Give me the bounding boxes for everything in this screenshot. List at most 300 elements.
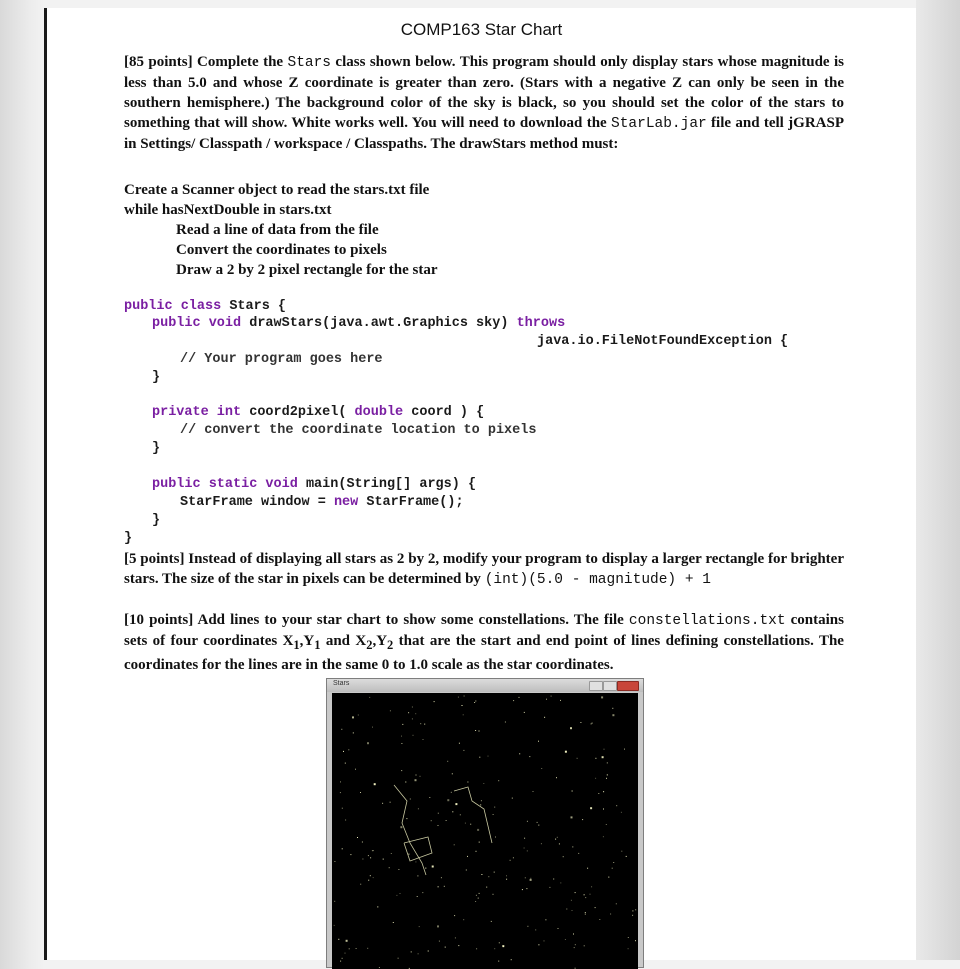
star <box>413 735 414 736</box>
code-brace: } <box>152 441 161 456</box>
star <box>538 944 539 945</box>
star <box>519 753 520 754</box>
star <box>527 926 528 927</box>
star <box>455 937 456 938</box>
star <box>431 820 432 821</box>
star <box>334 901 335 902</box>
star <box>506 879 507 880</box>
star <box>549 887 550 888</box>
star <box>598 793 599 794</box>
star <box>512 798 513 799</box>
star <box>438 886 439 887</box>
assignment-paragraph-85 <box>124 52 844 154</box>
page-title: COMP163 Star Chart <box>400 20 563 39</box>
code-kw: double <box>354 405 412 420</box>
starlab-jar-code: StarLab.jar <box>611 116 707 132</box>
star <box>595 907 596 908</box>
star <box>420 723 421 724</box>
star <box>401 743 402 744</box>
star <box>458 945 459 946</box>
star <box>483 783 484 784</box>
star <box>570 727 572 729</box>
star <box>462 705 463 706</box>
code-comment-convert: // convert the coordinate location to pixels <box>180 423 537 438</box>
star <box>603 809 604 810</box>
code-text: coord ) { <box>411 405 485 420</box>
star <box>438 813 439 814</box>
constellations-file-code: constellations.txt <box>628 613 786 629</box>
p3-text: ,Y <box>299 633 315 649</box>
code-text: coord2pixel( <box>249 405 355 420</box>
star <box>467 856 468 857</box>
star <box>479 731 480 732</box>
star <box>452 811 453 812</box>
star <box>416 775 417 776</box>
star <box>341 729 342 730</box>
star <box>362 842 363 843</box>
star <box>373 850 374 851</box>
star <box>560 882 561 883</box>
p1-text-b: class shown below. This program should only display stars whose magnitude is less than 5.0 and whose Z coordinate is greater than zero. (Stars with a negative Z can only be seen in the southern hemisphere.) The background color of the sky is black, so you should set the color of the stars to something that will show. White works well. You will need to download the <box>124 54 845 131</box>
star <box>607 762 608 763</box>
code-kw: new <box>333 495 367 510</box>
star <box>389 867 390 868</box>
step-read-line: Read a line of data from the file <box>176 222 379 238</box>
star <box>373 877 374 878</box>
star <box>455 803 457 805</box>
star <box>402 724 403 725</box>
star <box>374 783 376 785</box>
star <box>524 838 525 839</box>
star <box>580 722 581 723</box>
star <box>370 857 371 858</box>
star <box>495 837 496 838</box>
star <box>474 702 475 703</box>
star <box>368 855 369 856</box>
star-field <box>332 693 638 969</box>
star <box>475 701 476 702</box>
star <box>572 791 573 792</box>
star <box>585 914 586 915</box>
p1-text-c: file and tell jGRASP in Settings/ Classpath / workspace / Classpaths. The drawStars method must: <box>124 115 844 152</box>
code-text: StarFrame window = <box>180 495 334 510</box>
code-text: drawStars(java.awt.Graphics sky) <box>249 316 517 331</box>
star <box>587 868 588 869</box>
star <box>530 878 531 879</box>
p3-text-b: contains sets of four coordinates X <box>124 612 844 649</box>
star <box>541 768 542 769</box>
stars-group <box>334 696 637 969</box>
star <box>350 854 351 855</box>
star <box>603 791 604 792</box>
star <box>522 889 523 890</box>
code-line-class <box>124 298 286 316</box>
star <box>506 875 507 876</box>
star <box>481 800 482 801</box>
star <box>459 743 460 744</box>
star <box>470 824 471 825</box>
assignment-paragraph-10 <box>124 610 844 675</box>
star <box>591 886 592 887</box>
star <box>360 884 361 885</box>
star <box>355 769 356 770</box>
star <box>574 947 575 948</box>
star <box>498 780 499 781</box>
star <box>401 770 402 771</box>
star <box>401 736 402 737</box>
star <box>541 843 542 844</box>
star <box>494 807 495 808</box>
step-while-loop: while hasNextDouble in stars.txt <box>124 202 332 218</box>
star <box>525 877 526 878</box>
star <box>479 842 480 843</box>
star <box>400 893 401 894</box>
star <box>452 773 453 774</box>
close-button <box>617 681 639 691</box>
star <box>415 861 416 862</box>
star <box>635 940 636 941</box>
star <box>466 870 467 871</box>
star <box>478 898 479 899</box>
star <box>628 948 629 949</box>
star <box>612 708 613 709</box>
star <box>572 910 573 911</box>
code-comment-program: // Your program goes here <box>180 352 383 367</box>
size-formula-code: (int)(5.0 - magnitude) + 1 <box>484 572 711 588</box>
star <box>590 894 591 895</box>
star <box>400 826 402 828</box>
star <box>632 915 633 916</box>
star <box>415 779 417 781</box>
star <box>585 897 586 898</box>
star <box>441 877 442 878</box>
page-shadow <box>916 0 960 960</box>
star <box>526 888 527 889</box>
star <box>524 848 525 849</box>
star <box>606 824 607 825</box>
code-text: main(String[] args) { <box>305 477 477 492</box>
star <box>369 697 370 698</box>
star <box>575 944 576 945</box>
star <box>494 948 495 949</box>
star <box>538 825 539 826</box>
star <box>367 948 368 949</box>
star <box>599 919 600 920</box>
star <box>510 860 511 861</box>
star <box>498 961 499 962</box>
code-line-starframe <box>180 494 464 512</box>
star <box>428 951 429 952</box>
code-line-main <box>152 476 476 494</box>
star <box>343 751 344 752</box>
star <box>340 792 341 793</box>
star-sky-canvas <box>332 693 638 969</box>
minimize-button <box>589 681 603 691</box>
star <box>582 819 583 820</box>
star <box>621 812 622 813</box>
code-brace: } <box>152 513 161 528</box>
star <box>494 872 495 873</box>
star <box>476 851 477 852</box>
star <box>410 799 411 800</box>
star <box>357 837 358 838</box>
star <box>422 892 423 893</box>
star <box>556 777 557 778</box>
maximize-button <box>603 681 617 691</box>
star <box>418 953 419 954</box>
code-line-coord2pixel <box>152 404 484 422</box>
star <box>479 893 480 894</box>
star <box>585 912 586 913</box>
star <box>555 839 556 840</box>
star <box>479 757 480 758</box>
star <box>334 861 335 862</box>
star <box>621 851 622 852</box>
star <box>584 894 585 895</box>
code-kw: public void <box>152 316 250 331</box>
star <box>353 732 354 733</box>
star <box>524 712 525 713</box>
star <box>480 804 481 805</box>
star <box>632 910 633 911</box>
star <box>439 941 440 942</box>
star <box>608 877 609 878</box>
star <box>419 926 420 927</box>
star <box>635 909 636 910</box>
p3-text-a: [10 points] Add lines to your star chart to show some constellations. The file <box>124 612 629 628</box>
star <box>613 862 614 863</box>
star <box>601 696 603 698</box>
star <box>502 945 504 947</box>
star <box>417 875 418 876</box>
star <box>379 967 380 968</box>
code-text: Stars { <box>229 299 287 314</box>
star <box>513 857 514 858</box>
star <box>425 868 426 869</box>
star <box>533 791 534 792</box>
subscript: 2 <box>387 638 394 652</box>
star <box>454 915 455 916</box>
star <box>362 859 363 860</box>
star <box>499 942 500 943</box>
code-brace-class: } <box>124 531 133 546</box>
assignment-paragraph-5 <box>124 549 844 590</box>
star <box>481 874 482 875</box>
star <box>411 951 412 952</box>
star <box>368 880 369 881</box>
star <box>356 948 357 949</box>
star <box>577 758 578 759</box>
star <box>493 814 494 815</box>
star <box>557 837 558 838</box>
star <box>565 939 566 940</box>
subscript: 1 <box>293 638 300 652</box>
star <box>349 948 350 949</box>
star <box>451 792 452 793</box>
star <box>418 808 419 809</box>
star <box>626 856 627 857</box>
star <box>393 922 394 923</box>
star <box>537 822 538 823</box>
star <box>493 894 494 895</box>
star <box>475 901 476 902</box>
star <box>447 799 449 801</box>
star <box>551 696 552 697</box>
star <box>558 928 559 929</box>
star <box>345 953 346 954</box>
code-brace: } <box>152 370 161 385</box>
star <box>467 782 468 783</box>
star <box>358 715 359 716</box>
star <box>529 756 530 757</box>
code-line-exception: java.io.FileNotFoundException { <box>537 334 789 349</box>
code-kw: private int <box>152 405 250 420</box>
stars-class-code: Stars <box>287 55 332 71</box>
star <box>612 714 614 716</box>
star <box>584 945 585 946</box>
star <box>544 940 545 941</box>
star <box>445 947 446 948</box>
p1-text-a: [85 points] Complete the <box>124 54 288 70</box>
code-kw: public class <box>124 299 230 314</box>
star <box>390 802 391 803</box>
star <box>340 781 341 782</box>
star <box>544 717 545 718</box>
star <box>423 739 424 740</box>
star <box>446 820 447 821</box>
star <box>447 761 448 762</box>
star <box>578 853 579 854</box>
step-create-scanner: Create a Scanner object to read the stars.txt file <box>124 182 430 198</box>
star <box>477 829 479 831</box>
star <box>398 958 399 959</box>
star <box>573 934 574 935</box>
code-text: StarFrame(); <box>366 495 464 510</box>
star <box>535 929 536 930</box>
star <box>590 807 592 809</box>
star <box>602 756 604 758</box>
star <box>505 722 506 723</box>
star <box>434 701 435 702</box>
star <box>406 818 407 819</box>
star <box>429 797 430 798</box>
star <box>571 816 573 818</box>
p3-text: and X <box>320 633 367 649</box>
star <box>342 808 343 809</box>
star <box>454 844 455 845</box>
star <box>538 741 539 742</box>
star <box>396 895 397 896</box>
star <box>491 921 492 922</box>
code-kw: throws <box>516 316 566 331</box>
star <box>464 696 465 697</box>
star <box>417 896 418 897</box>
star <box>408 854 409 855</box>
star <box>348 749 349 750</box>
star <box>595 778 596 779</box>
star <box>382 803 383 804</box>
star <box>612 868 613 869</box>
star <box>616 805 617 806</box>
star <box>391 853 392 854</box>
star <box>342 848 343 849</box>
star <box>360 792 361 793</box>
star <box>527 821 528 822</box>
star <box>530 879 532 881</box>
star <box>519 697 520 698</box>
star-chart-window-screenshot <box>326 678 644 968</box>
p3-text: ,Y <box>372 633 388 649</box>
star <box>559 843 560 844</box>
star <box>463 750 464 751</box>
star <box>475 730 476 731</box>
star <box>412 718 413 719</box>
star <box>610 914 611 915</box>
window-titlebar <box>327 679 643 692</box>
star <box>546 699 547 700</box>
star <box>438 825 439 826</box>
star <box>463 714 464 715</box>
p3-text-c: that are the start and end point of lines defining constellations. The coordinates for the lines are in the same 0 to 1.0 scale as the star coordinates. <box>124 633 844 673</box>
star <box>370 875 371 876</box>
constellation-line <box>404 837 432 861</box>
document-page <box>47 8 916 960</box>
star <box>408 712 409 713</box>
step-convert: Convert the coordinates to pixels <box>176 242 387 258</box>
star <box>345 763 346 764</box>
star <box>398 869 399 870</box>
star <box>444 886 445 887</box>
star <box>527 850 528 851</box>
star <box>572 846 573 847</box>
star <box>628 937 629 938</box>
star <box>488 876 489 877</box>
star <box>420 776 421 777</box>
code-line-drawstars <box>152 315 565 333</box>
star <box>560 700 561 701</box>
star <box>606 778 607 779</box>
star <box>424 724 425 725</box>
star <box>415 713 416 714</box>
star <box>460 814 461 815</box>
star <box>334 925 335 926</box>
star <box>342 958 343 959</box>
star <box>432 866 434 868</box>
p2-text: [5 points] Instead of displaying all stars as 2 by 2, modify your program to display a larger rectangle for brighter stars. The size of the star in pixels can be determined by <box>124 551 844 587</box>
star <box>405 782 406 783</box>
star <box>383 859 384 860</box>
star <box>488 756 489 757</box>
constellation-line <box>454 787 492 843</box>
star <box>340 961 341 962</box>
star <box>458 697 459 698</box>
star <box>338 939 339 940</box>
step-draw: Draw a 2 by 2 pixel rectangle for the star <box>176 262 438 278</box>
star <box>476 948 477 949</box>
star <box>563 856 564 857</box>
star <box>624 749 625 750</box>
star <box>592 723 593 724</box>
star <box>604 749 605 750</box>
subscript: 2 <box>366 638 373 652</box>
star <box>352 716 354 718</box>
star <box>390 710 391 711</box>
star <box>486 887 487 888</box>
star <box>476 895 477 896</box>
star <box>603 836 604 837</box>
star <box>437 925 439 927</box>
star <box>591 723 592 724</box>
